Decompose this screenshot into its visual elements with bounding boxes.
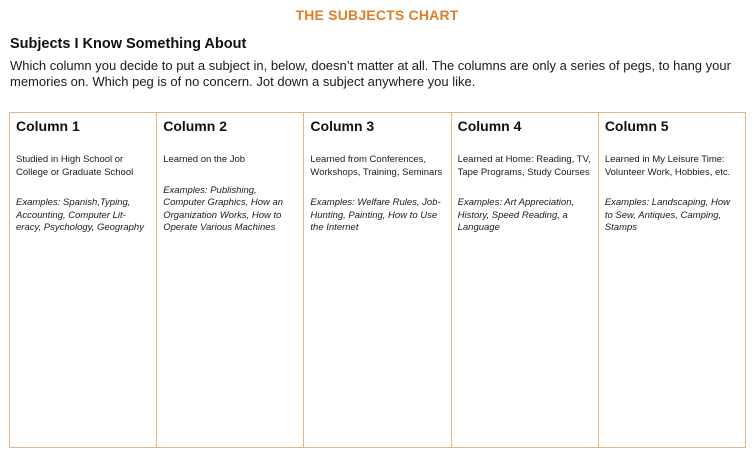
- column-3-title: Column 3: [310, 118, 375, 134]
- column-1-description: Studied in High School or College or Graduate School: [16, 154, 134, 178]
- column-2-examples: Examples: Publishing, Computer Graphics, How an Organization Works, How to Operate Various Machines: [163, 184, 284, 233]
- column-4-description: Learned at Home: Reading, TV, Tape Programs, Study Courses: [457, 154, 591, 178]
- column-2-description: Learned on the Job: [163, 154, 246, 165]
- subjects-chart-table: [9, 112, 746, 448]
- column-5[interactable]: [599, 113, 745, 447]
- column-1[interactable]: [10, 113, 157, 447]
- column-2-title: Column 2: [163, 118, 227, 134]
- column-2[interactable]: [157, 113, 304, 447]
- column-3-description: Learned from Conferences, Workshops, Training, Seminars: [310, 154, 443, 178]
- section-heading: Subjects I Know Something About: [10, 36, 247, 52]
- intro-paragraph: Which column you decide to put a subject in, below, doesn’t matter at all. The columns are only a series of pegs, to hang your memories on. Which peg is of no concern. Jot down a subject anywhere you like.: [10, 58, 731, 89]
- page-title: THE SUBJECTS CHART: [295, 7, 459, 23]
- column-4-title: Column 4: [457, 118, 522, 134]
- column-1-title: Column 1: [16, 118, 80, 134]
- column-4-examples: Examples: Art Appreciation, History, Speed Reading, a Language: [457, 197, 575, 233]
- column-4[interactable]: [452, 113, 599, 447]
- column-5-examples: Examples: Landscaping, How to Sew, Antiques, Camping, Stamps: [604, 197, 730, 233]
- column-5-title: Column 5: [604, 118, 669, 134]
- column-3-examples: Examples: Welfare Rules, Job-Hunting, Painting, How to Use the Internet: [310, 197, 441, 233]
- column-1-examples: Examples: Spanish,Typing, Accounting, Computer Lit-eracy, Psychology, Geography: [16, 197, 144, 233]
- column-3[interactable]: [304, 113, 451, 447]
- column-5-description: Learned in My Leisure Time: Volunteer Work, Hobbies, etc.: [604, 154, 731, 178]
